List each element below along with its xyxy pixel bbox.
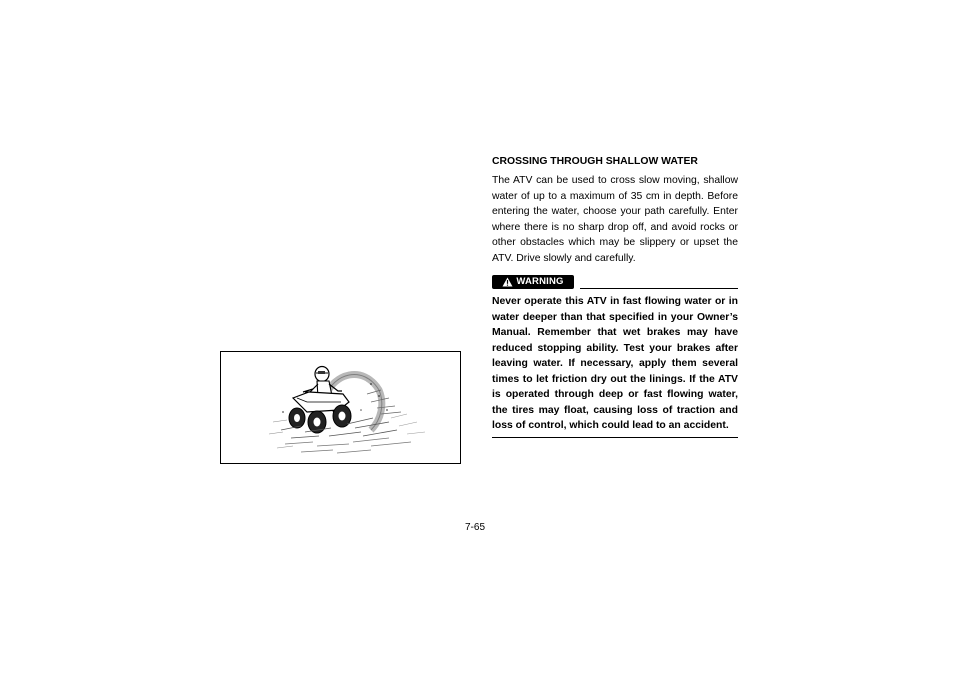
warning-label: WARNING	[516, 276, 564, 287]
warning-header	[492, 275, 738, 290]
warning-triangle-icon	[502, 277, 513, 287]
page-number: 7-65	[465, 522, 486, 533]
warning-top-rule	[580, 288, 738, 289]
section-body: The ATV can be used to cross slow moving, shallow water of up to a maximum of 35 cm in depth. Before entering the water, choose your path carefully. Enter where there is no sharp drop off, and avoid rocks or other obstacles which may be slippery or upset the ATV. Drive slowly and carefully.	[492, 175, 738, 264]
warning-badge	[492, 275, 574, 289]
warning-text: Never operate this ATV in fast flowing water or in water deeper than that specified in your Owner’s Manual. Remember that wet brakes may have reduced stopping ability. Test your brakes after leaving water. If necessary, apply them several times to let friction dry out the linings. If the ATV is operated through deep or fast flowing water, the tires may float, causing loss of traction and loss of control, which could lead to an accident.	[492, 296, 738, 431]
atv-rider-water-illustration	[221, 352, 462, 465]
text-column	[492, 155, 738, 438]
section-heading: CROSSING THROUGH SHALLOW WATER	[492, 156, 698, 167]
warning-bottom-rule	[492, 437, 738, 438]
illustration-frame	[220, 351, 461, 464]
